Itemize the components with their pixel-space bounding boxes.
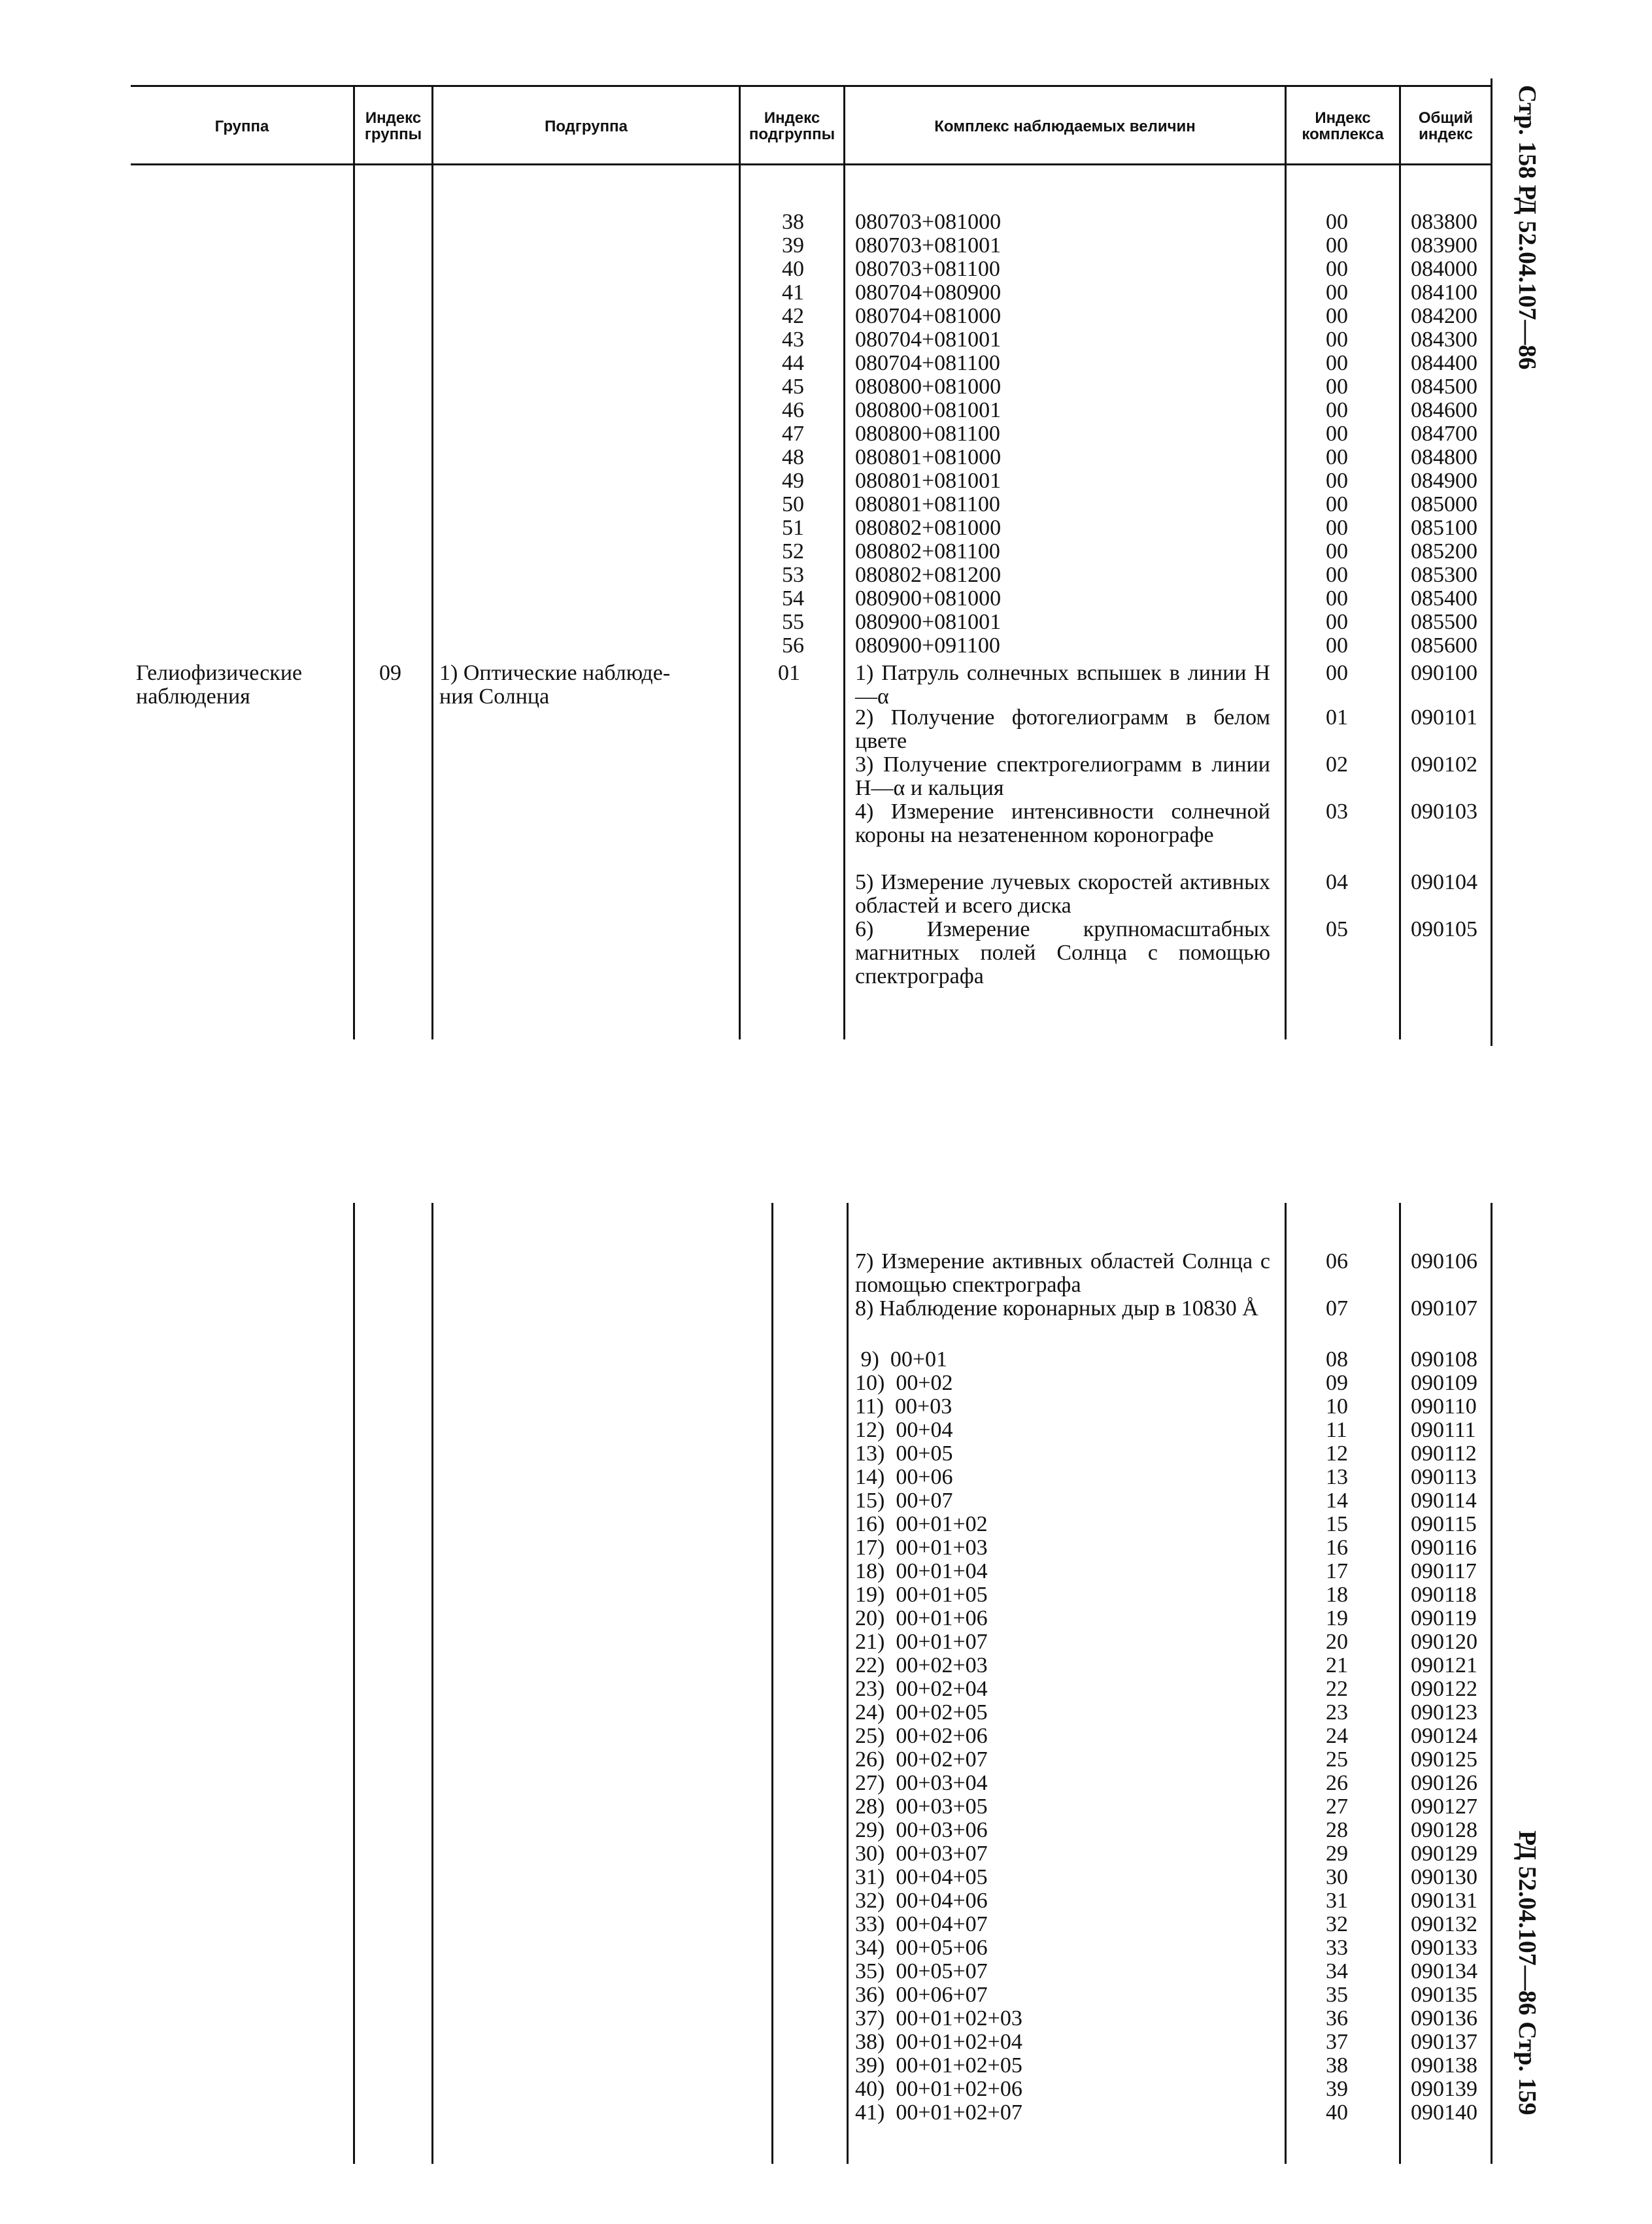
column-divider	[353, 1203, 355, 2164]
table-cell: 39	[782, 233, 804, 258]
table-cell: 25	[1326, 1747, 1348, 1772]
table-cell: 080703+081100	[855, 257, 1000, 281]
table-cell: 11) 00+03	[855, 1394, 952, 1419]
column-divider	[1285, 85, 1287, 1039]
table-cell: 9) 00+01	[855, 1347, 947, 1372]
table-cell: 080802+081000	[855, 516, 1002, 540]
table-cell: 090140	[1411, 2100, 1477, 2125]
table-cell: 32) 00+04+06	[855, 1889, 988, 1913]
table-cell: 21	[1326, 1653, 1348, 1677]
table-cell: 085400	[1411, 586, 1477, 611]
table-cell: 19	[1326, 1606, 1348, 1630]
table-cell: 45	[782, 375, 804, 399]
table-cell: 080900+081000	[855, 586, 1002, 611]
table-cell: 00	[1326, 539, 1348, 564]
complex-index: 07	[1326, 1296, 1348, 1321]
table-cell: 080704+081001	[855, 328, 1002, 352]
complex-index: 03	[1326, 800, 1348, 824]
table-cell: 14	[1326, 1489, 1348, 1513]
table-cell: 090115	[1411, 1512, 1477, 1536]
table-cell: 080704+081000	[855, 304, 1002, 328]
table-cell: 085200	[1411, 539, 1477, 564]
table-cell: 31	[1326, 1889, 1348, 1913]
table-cell: 34) 00+05+06	[855, 1936, 988, 1960]
table-cell: 30) 00+03+07	[855, 1842, 988, 1866]
table-cell: 20	[1326, 1630, 1348, 1654]
table-cell: 00	[1326, 233, 1348, 258]
group-name: Гелиофизические наблюдения	[136, 661, 303, 709]
table-cell: 33) 00+04+07	[855, 1912, 988, 1936]
table-cell: 084000	[1411, 257, 1477, 281]
table-cell: 090111	[1411, 1418, 1476, 1442]
table-cell: 090113	[1411, 1465, 1477, 1489]
total-index: 090101	[1411, 705, 1477, 730]
list-item: 1) Патруль солнечных вспышек в линии H—α	[855, 661, 1270, 709]
table-cell: 080801+081001	[855, 469, 1002, 493]
table-cell: 50	[782, 492, 804, 516]
table-cell: 00	[1326, 586, 1348, 611]
table-cell: 090121	[1411, 1653, 1477, 1677]
table-cell: 31) 00+04+05	[855, 1865, 988, 1889]
subgroup-index-column	[745, 211, 804, 658]
table-cell: 084200	[1411, 304, 1477, 328]
table-cell: 085600	[1411, 633, 1477, 658]
table-cell: 080900+081001	[855, 610, 1002, 634]
complex-index: 06	[1326, 1249, 1348, 1273]
table-cell: 085000	[1411, 492, 1477, 516]
table-cell: 43	[782, 328, 804, 352]
table-cell: 00	[1326, 210, 1348, 234]
table-cell: 34	[1326, 1959, 1348, 1983]
table-cell: 084700	[1411, 422, 1477, 446]
table-cell: 090134	[1411, 1959, 1477, 1983]
table-cell: 12	[1326, 1441, 1348, 1466]
list-item: 5) Измерение лучевых скоростей активных областей и всего диска	[855, 870, 1270, 918]
header-complex-index: Индекс комплекса	[1302, 109, 1384, 143]
column-divider	[431, 1203, 433, 2164]
total-index-column	[1411, 1348, 1489, 2125]
page-header-side-158: Стр. 158 РД 52.04.107—86	[1513, 85, 1541, 370]
table-cell: 00	[1326, 304, 1348, 328]
table-cell: 090114	[1411, 1489, 1477, 1513]
table-cell: 090126	[1411, 1771, 1477, 1795]
table-cell: 23) 00+02+04	[855, 1677, 988, 1701]
table-cell: 090137	[1411, 2030, 1477, 2054]
table-cell: 54	[782, 586, 804, 611]
complex-index: 04	[1326, 870, 1348, 894]
table-cell: 080703+081001	[855, 233, 1002, 258]
column-divider	[1399, 1203, 1401, 2164]
header-group-index: Индекс группы	[364, 109, 422, 143]
table-cell: 084400	[1411, 351, 1477, 375]
table-cell: 47	[782, 422, 804, 446]
table-cell: 25) 00+02+06	[855, 1724, 988, 1748]
column-divider	[739, 85, 741, 1039]
complex-index: 02	[1326, 752, 1348, 777]
table-cell: 080800+081001	[855, 398, 1002, 422]
table-cell: 00	[1326, 516, 1348, 540]
table-cell: 084900	[1411, 469, 1477, 493]
table-cell: 37	[1326, 2030, 1348, 2054]
table-cell: 084500	[1411, 375, 1477, 399]
table-cell: 085500	[1411, 610, 1477, 634]
table-cell: 084100	[1411, 280, 1477, 305]
table-cell: 090136	[1411, 2006, 1477, 2030]
table-cell: 30	[1326, 1865, 1348, 1889]
column-divider	[353, 85, 355, 1039]
total-index: 090105	[1411, 917, 1477, 941]
table-cell: 21) 00+01+07	[855, 1630, 988, 1654]
table-cell: 00	[1326, 280, 1348, 305]
table-cell: 44	[782, 351, 804, 375]
table-cell: 080900+091100	[855, 633, 1000, 658]
table-cell: 40	[1326, 2100, 1348, 2125]
table-cell: 00	[1326, 445, 1348, 469]
total-index: 090106	[1411, 1249, 1477, 1273]
table-cell: 19) 00+01+05	[855, 1583, 988, 1607]
table-cell: 38	[1326, 2053, 1348, 2078]
table-cell: 26	[1326, 1771, 1348, 1795]
table-cell: 49	[782, 469, 804, 493]
complex-index: 05	[1326, 917, 1348, 941]
table-top-rule	[131, 85, 1491, 87]
header-subgroup: Подгруппа	[545, 117, 628, 135]
table-cell: 090130	[1411, 1865, 1477, 1889]
table-cell: 084600	[1411, 398, 1477, 422]
table-cell: 28	[1326, 1818, 1348, 1842]
table-cell: 40	[782, 257, 804, 281]
table-cell: 090109	[1411, 1371, 1477, 1395]
table-cell: 080704+081100	[855, 351, 1000, 375]
table-cell: 18) 00+01+04	[855, 1559, 988, 1583]
table-cell: 42	[782, 304, 804, 328]
table-cell: 00	[1326, 328, 1348, 352]
table-cell: 090139	[1411, 2077, 1477, 2101]
table-cell: 29	[1326, 1842, 1348, 1866]
table-cell: 084300	[1411, 328, 1477, 352]
table-cell: 11	[1326, 1418, 1347, 1442]
header-total-index: Общий индекс	[1418, 109, 1474, 143]
table-cell: 15) 00+07	[855, 1489, 953, 1513]
header-subgroup-index: Индекс подгруппы	[749, 109, 835, 143]
list-item: 3) Получение спектрогелиограмм в линии H—α и кальция	[855, 752, 1270, 800]
table-cell: 090119	[1411, 1606, 1477, 1630]
list-item: 2) Получение фотогелиограмм в белом цвете	[855, 705, 1270, 753]
table-cell: 55	[782, 610, 804, 634]
column-divider	[1399, 85, 1401, 1039]
table-cell: 27) 00+03+04	[855, 1771, 988, 1795]
table-cell: 24	[1326, 1724, 1348, 1748]
table-cell: 00	[1326, 492, 1348, 516]
table-cell: 080704+080900	[855, 280, 1002, 305]
table-cell: 13	[1326, 1465, 1348, 1489]
table-cell: 41) 00+01+02+07	[855, 2100, 1022, 2125]
column-divider	[1285, 1203, 1287, 2164]
table-cell: 36) 00+06+07	[855, 1983, 988, 2007]
complex-index: 01	[1326, 705, 1348, 730]
table-cell: 10	[1326, 1394, 1348, 1419]
table-cell: 080800+081100	[855, 422, 1000, 446]
total-index-column	[1411, 211, 1489, 658]
table-cell: 13) 00+05	[855, 1441, 953, 1466]
table-cell: 24) 00+02+05	[855, 1700, 988, 1725]
table-cell: 00	[1326, 422, 1348, 446]
table-cell: 00	[1326, 398, 1348, 422]
table-cell: 37) 00+01+02+03	[855, 2006, 1022, 2030]
header-complex: Комплекс наблюдаемых величин	[934, 117, 1196, 135]
table-cell: 12) 00+04	[855, 1418, 953, 1442]
column-divider	[847, 1203, 849, 2164]
subgroup-index: 01	[778, 661, 800, 685]
table-cell: 16) 00+01+02	[855, 1512, 988, 1536]
table-cell: 17	[1326, 1559, 1348, 1583]
list-item: 4) Измерение интенсивности солнечной короны на незатененном коронографе	[855, 800, 1270, 847]
group-index: 09	[379, 661, 401, 685]
table-cell: 08	[1326, 1347, 1348, 1372]
table-cell: 00	[1326, 351, 1348, 375]
table-cell: 084800	[1411, 445, 1477, 469]
table-cell: 090131	[1411, 1889, 1477, 1913]
table-cell: 00	[1326, 633, 1348, 658]
table-cell: 22	[1326, 1677, 1348, 1701]
table-right-border	[1491, 1203, 1492, 2164]
table-cell: 00	[1326, 563, 1348, 587]
table-cell: 26) 00+02+07	[855, 1747, 988, 1772]
table-cell: 090129	[1411, 1842, 1477, 1866]
table-cell: 090110	[1411, 1394, 1477, 1419]
table-cell: 090127	[1411, 1794, 1477, 1819]
table-cell: 090123	[1411, 1700, 1477, 1725]
table-cell: 090122	[1411, 1677, 1477, 1701]
table-cell: 090133	[1411, 1936, 1477, 1960]
table-cell: 090128	[1411, 1818, 1477, 1842]
table-cell: 090135	[1411, 1983, 1477, 2007]
table-cell: 36	[1326, 2006, 1348, 2030]
table-cell: 090117	[1411, 1559, 1477, 1583]
table-cell: 22) 00+02+03	[855, 1653, 988, 1677]
table-cell: 080802+081100	[855, 539, 1000, 564]
table-cell: 080703+081000	[855, 210, 1002, 234]
table-cell: 38	[782, 210, 804, 234]
list-item: 7) Измерение активных областей Солнца с помощью спектрографа	[855, 1249, 1270, 1297]
table-cell: 10) 00+02	[855, 1371, 953, 1395]
table-cell: 41	[782, 280, 804, 305]
table-cell: 090108	[1411, 1347, 1477, 1372]
total-index: 090107	[1411, 1296, 1477, 1321]
complex-index: 00	[1326, 661, 1348, 685]
total-index: 090100	[1411, 661, 1477, 685]
table-cell: 00	[1326, 610, 1348, 634]
table-cell: 083800	[1411, 210, 1477, 234]
total-index: 090103	[1411, 800, 1477, 824]
table-cell: 35) 00+05+07	[855, 1959, 988, 1983]
complex-index-column	[1326, 211, 1378, 658]
table-cell: 20) 00+01+06	[855, 1606, 988, 1630]
table-cell: 080801+081100	[855, 492, 1000, 516]
table-cell: 00	[1326, 257, 1348, 281]
table-cell: 090125	[1411, 1747, 1477, 1772]
table-cell: 09	[1326, 1371, 1348, 1395]
total-index: 090102	[1411, 752, 1477, 777]
complex-column	[855, 211, 1273, 658]
header-group: Группа	[214, 117, 269, 135]
table-cell: 33	[1326, 1936, 1348, 1960]
table-cell: 32	[1326, 1912, 1348, 1936]
table-cell: 46	[782, 398, 804, 422]
table-cell: 15	[1326, 1512, 1348, 1536]
header-bottom-rule	[131, 163, 1491, 165]
table-cell: 14) 00+06	[855, 1465, 953, 1489]
table-cell: 27	[1326, 1794, 1348, 1819]
page-header-side-159: РД 52.04.107—86 Стр. 159	[1513, 1830, 1541, 2115]
table-cell: 00	[1326, 469, 1348, 493]
complex-column	[855, 1348, 1273, 2125]
subgroup-name: 1) Оптические наблюде- ния Солнца	[439, 661, 671, 709]
list-item: 8) Наблюдение коронарных дыр в 10830 Å	[855, 1296, 1258, 1321]
table-cell: 085300	[1411, 563, 1477, 587]
table-cell: 51	[782, 516, 804, 540]
table-right-border	[1491, 78, 1492, 1046]
table-cell: 080802+081200	[855, 563, 1002, 587]
list-item: 6) Измерение крупномасштабных магнитных полей Солнца с помощью спектрографа	[855, 917, 1270, 988]
table-cell: 080801+081000	[855, 445, 1002, 469]
table-cell: 29) 00+03+06	[855, 1818, 988, 1842]
column-divider	[431, 85, 433, 1039]
table-cell: 085100	[1411, 516, 1477, 540]
table-cell: 090124	[1411, 1724, 1477, 1748]
table-cell: 080800+081000	[855, 375, 1002, 399]
table-cell: 23	[1326, 1700, 1348, 1725]
table-cell: 53	[782, 563, 804, 587]
column-divider	[771, 1203, 773, 2164]
table-cell: 17) 00+01+03	[855, 1536, 988, 1560]
table-cell: 48	[782, 445, 804, 469]
table-cell: 18	[1326, 1583, 1348, 1607]
table-cell: 083900	[1411, 233, 1477, 258]
table-cell: 090118	[1411, 1583, 1477, 1607]
table-cell: 40) 00+01+02+06	[855, 2077, 1022, 2101]
complex-index-column	[1326, 1348, 1378, 2125]
column-divider	[843, 85, 845, 1039]
table-cell: 090138	[1411, 2053, 1477, 2078]
table-cell: 090116	[1411, 1536, 1477, 1560]
table-cell: 090112	[1411, 1441, 1477, 1466]
table-cell: 52	[782, 539, 804, 564]
table-cell: 35	[1326, 1983, 1348, 2007]
table-cell: 39	[1326, 2077, 1348, 2101]
table-cell: 090132	[1411, 1912, 1477, 1936]
table-cell: 39) 00+01+02+05	[855, 2053, 1022, 2078]
table-cell: 00	[1326, 375, 1348, 399]
table-cell: 38) 00+01+02+04	[855, 2030, 1022, 2054]
table-cell: 16	[1326, 1536, 1348, 1560]
table-cell: 56	[782, 633, 804, 658]
table-cell: 090120	[1411, 1630, 1477, 1654]
total-index: 090104	[1411, 870, 1477, 894]
table-cell: 28) 00+03+05	[855, 1794, 988, 1819]
